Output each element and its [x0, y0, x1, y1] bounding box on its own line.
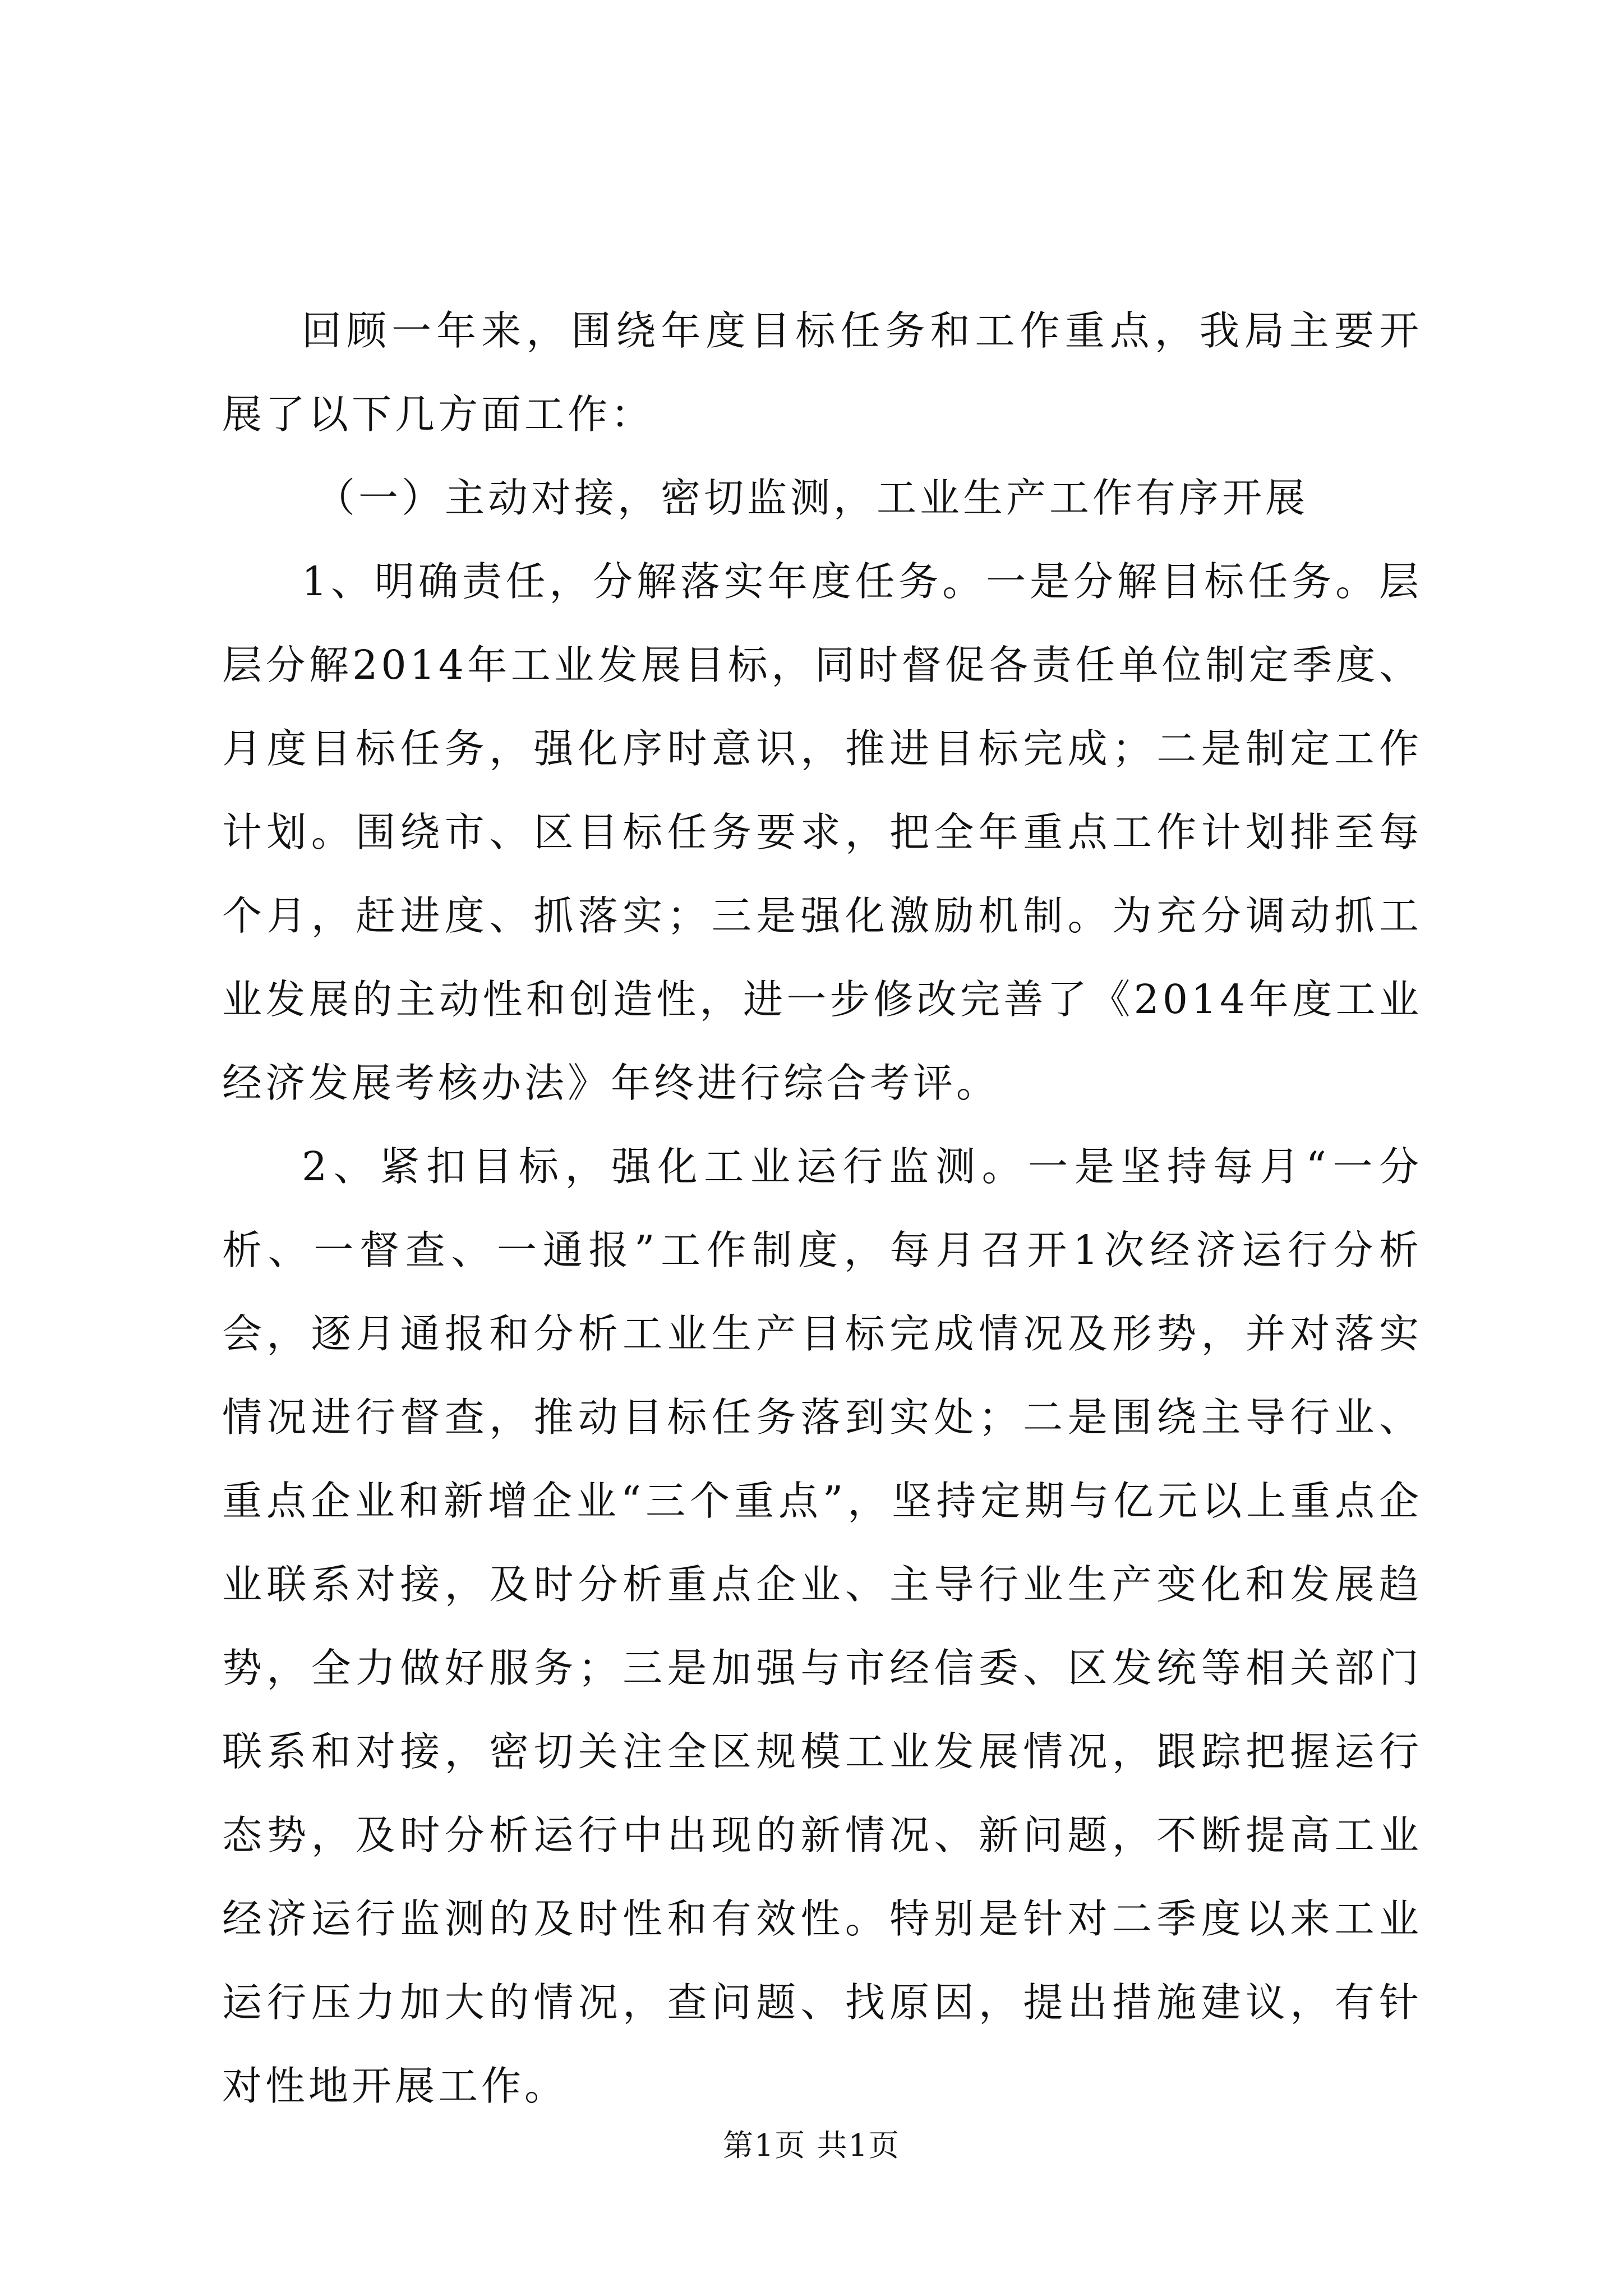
- document-body: [222, 289, 1422, 2128]
- section-heading: （一）主动对接，密切监测，工业生产工作有序开展: [315, 475, 1309, 521]
- intro-paragraph: 回顾一年来，围绕年度目标任务和工作重点，我局主要开展了以下几方面工作：: [222, 307, 1422, 438]
- body-paragraph-2: 2、紧扣目标，强化工业运行监测。一是坚持每月“一分析、一督查、一通报”工作制度，每月召开1次经济运行分析会，逐月通报和分析工业生产目标完成情况及形势，并对落实情况进行督查，推动目标任务落到实处；二是围绕主导行业、重点企业和新增企业“三个重点”，坚持定期与亿元以上重点企业联系对接，及时分析重点企业、主导行业生产变化和发展趋势，全力做好服务；三是加强与市经信委、区发统等相关部门联系和对接，密切关注全区规模工业发展情况，跟踪把握运行态势，及时分析运行中出现的新情况、新问题，不断提高工业经济运行监测的及时性和有效性。特别是针对二季度以来工业运行压力加大的情况，查问题、找原因，提出措施建议，有针对性地开展工作。: [222, 1143, 1422, 2109]
- page-footer: 第1页 共1页: [723, 2128, 900, 2163]
- body-paragraph-1: 1、明确责任，分解落实年度任务。一是分解目标任务。层层分解2014年工业发展目标，同时督促各责任单位制定季度、月度目标任务，强化序时意识，推进目标完成；二是制定工作计划。围绕市、区目标任务要求，把全年重点工作计划排至每个月，赶进度、抓落实；三是强化激励机制。为充分调动抓工业发展的主动性和创造性，进一步修改完善了《2014年度工业经济发展考核办法》年终进行综合考评。: [222, 558, 1422, 1106]
